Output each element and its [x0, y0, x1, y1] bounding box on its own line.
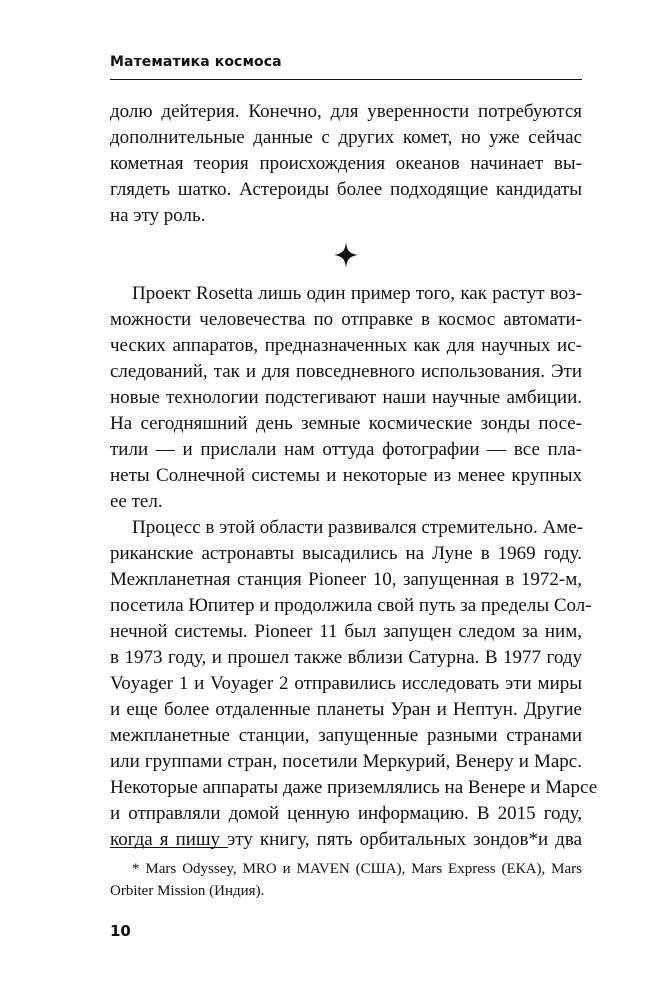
page-number: 10	[110, 922, 131, 940]
text-line: ее тел.	[110, 491, 163, 512]
text-line: нечной системы. Pioneer 11 был запущен следом за ним,	[110, 621, 582, 642]
text-line: когда я пишу эту книгу, пять орбитальных зондов*и два	[110, 829, 582, 850]
text-line: долю дейтерия. Конечно, для уверенности потребуются	[110, 101, 582, 122]
text-line: в 1973 году, и прошел также вблизи Сатурна. В 1977 году	[110, 647, 582, 668]
four-point-star-icon	[334, 242, 358, 268]
text-line: ческих аппаратов, предназначенных как для научных ис-	[110, 335, 582, 356]
text-line: на эту роль.	[110, 205, 206, 226]
text-line: следований, так и для повседневного использования. Эти	[110, 361, 582, 382]
footnote	[110, 858, 582, 902]
text-line: риканские астронавты высадились на Луне в 1969 году.	[110, 543, 582, 564]
paragraph	[110, 99, 582, 229]
text-line: можности человечества по отправке в космос автомати-	[110, 309, 582, 330]
text-line: и еще более отдаленные планеты Уран и Нептун. Другие	[110, 699, 582, 720]
text-line: дополнительные данные с других комет, но уже сейчас	[110, 127, 582, 148]
text-line: новые технологии подстегивают наши научные амбиции.	[110, 387, 582, 408]
section-divider	[110, 229, 582, 281]
text-line: посетила Юпитер и продолжила свой путь за пределы Сол-	[110, 595, 592, 616]
text-line: неты Солнечной системы и некоторые из менее крупных	[110, 465, 582, 486]
footnote-rule	[110, 847, 228, 848]
header-rule	[110, 79, 582, 80]
text-line: тили — и прислали нам оттуда фотографии — все пла-	[110, 439, 582, 460]
text-line: глядеть шатко. Астероиды более подходящие кандидаты	[110, 179, 582, 200]
text-line: Voyager 1 и Voyager 2 отправились исследовать эти миры	[110, 673, 582, 694]
text-line: межпланетные станции, запущенные разными странами	[110, 725, 582, 746]
main-text	[110, 99, 598, 853]
paragraph	[110, 515, 598, 853]
text-line: Межпланетная станция Pioneer 10, запущенная в 1972-м,	[110, 569, 582, 590]
footnote-line: * Mars Odyssey, MRO и MAVEN (США), Mars Express (ЕКА), Mars	[132, 861, 582, 877]
text-line: Проект Rosetta лишь один пример того, как растут воз-	[132, 283, 582, 304]
text-line: кометная теория происхождения океанов начинает вы-	[110, 153, 582, 174]
text-line: и отправляли домой ценную информацию. В 2015 году,	[110, 803, 582, 824]
text-line: или группами стран, посетили Меркурий, Венеру и Марс.	[110, 751, 582, 772]
text-line: Некоторые аппараты даже приземлялись на Венере и Марсе	[110, 777, 598, 798]
footnote-line: Orbiter Mission (Индия).	[110, 883, 265, 899]
text-line: Процесс в этой области развивался стремительно. Аме-	[132, 517, 583, 538]
paragraph	[110, 281, 582, 515]
running-title: Математика космоса	[110, 54, 282, 70]
text-line: На сегодняшний день земные космические зонды посе-	[110, 413, 582, 434]
